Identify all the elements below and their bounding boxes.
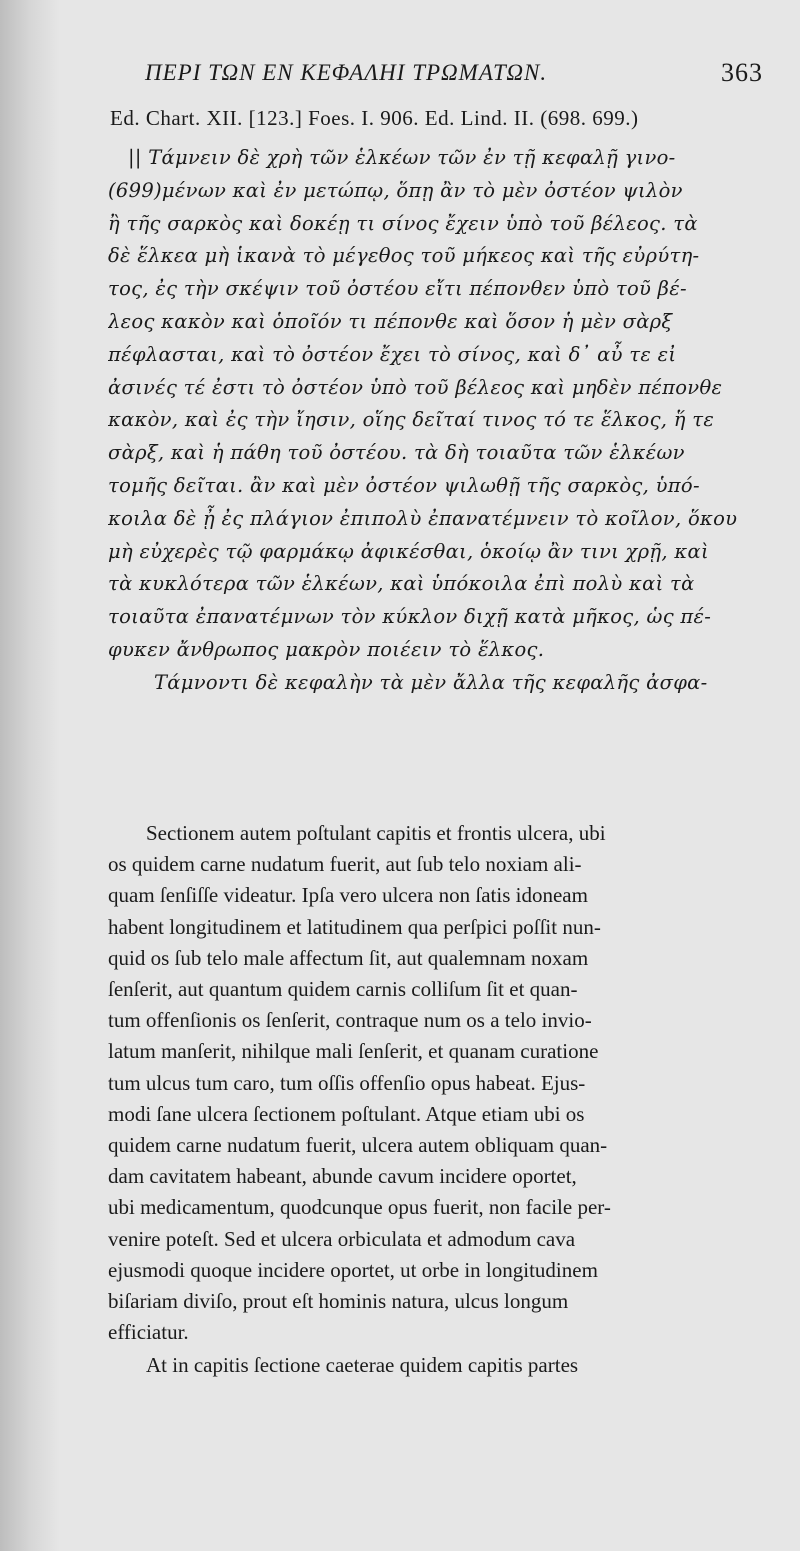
latin-line: venire poteſt. Sed et ulcera orbiculata et admodum cava: [108, 1226, 576, 1251]
greek-line: || Τάμνειν δὲ χρὴ τῶν ἑλκέων τῶν ἐν τῇ κεφαλῇ γινο-: [128, 146, 676, 169]
latin-line: biſariam diviſo, prout eſt hominis natura, ulcus longum: [108, 1289, 569, 1314]
latin-line: efficiatur.: [108, 1320, 189, 1345]
greek-line: τὰ κυκλότερα τῶν ἑλκέων, καὶ ὑπόκοιλα ἐπὶ πολὺ καὶ τὰ: [108, 572, 695, 596]
greek-line: τοιαῦτα ἐπανατέμνων τὸν κύκλον διχῇ κατὰ μῆκος, ὡς πέ-: [108, 605, 712, 629]
latin-line: At in capitis ſectione caeterae quidem capitis partes: [146, 1353, 579, 1378]
latin-line: quidem carne nudatum fuerit, ulcera autem obliquam quan-: [108, 1133, 608, 1158]
greek-line: (699)μένων καὶ ἐν μετώπῳ, ὅπῃ ἂν τὸ μὲν ὀστέον ψιλὸν: [108, 178, 683, 202]
latin-line: tum offenſionis os ſenſerit, contraque num os a telo invio-: [108, 1008, 592, 1033]
running-header: [145, 60, 775, 86]
greek-line: κοιλα δὲ ᾖ ἐς πλάγιον ἐπιπολὺ ἐπανατέμνειν τὸ κοῖλον, ὅκου: [108, 506, 738, 530]
latin-line: ejusmodi quoque incidere oportet, ut orbe in longitudinem: [108, 1257, 598, 1282]
greek-line: τος, ἐς τὴν σκέψιν τοῦ ὀστέου εἴτι πέπονθεν ὑπὸ τοῦ βέ-: [108, 277, 687, 301]
latin-line: os quidem carne nudatum fuerit, aut ſub telo noxiam ali-: [108, 852, 582, 877]
greek-line: πέφλασται, καὶ τὸ ὀστέον ἔχει τὸ σίνος, καὶ δ᾽ αὖ τε εἰ: [108, 342, 677, 366]
latin-line: Sectionem autem poſtulant capitis et frontis ulcera, ubi: [146, 821, 606, 845]
edition-reference-line: Ed. Chart. XII. [123.] Foes. I. 906. Ed. Lind. II. (698. 699.): [110, 106, 639, 130]
greek-line: μὴ εὐχερὲς τῷ φαρμάκῳ ἀφικέσθαι, ὁκοίῳ ἂν τινι χρῇ, καὶ: [108, 539, 709, 563]
latin-translation-block: [108, 818, 768, 1382]
greek-text-block: [108, 142, 768, 700]
latin-line: ubi medicamentum, quodcunque opus fuerit, non facile per-: [108, 1195, 611, 1220]
latin-line: habent longitudinem et latitudinem qua perſpici poſſit nun-: [108, 914, 601, 939]
binding-shadow: [0, 0, 60, 1551]
latin-line: quam ſenſiſſe videatur. Ipſa vero ulcera non ſatis idoneam: [108, 883, 588, 908]
greek-line: κακὸν, καὶ ἐς τὴν ἴησιν, οἵης δεῖταί τινος τό τε ἕλκος, ἥ τε: [108, 408, 715, 432]
greek-line: λεος κακὸν καὶ ὁποῖόν τι πέπονθε καὶ ὅσον ἡ μὲν σὰρξ: [108, 309, 673, 333]
greek-line: Τάμνοντι δὲ κεφαλὴν τὰ μὲν ἄλλα τῆς κεφαλῆς ἀσφα-: [154, 670, 708, 694]
latin-line: latum manſerit, nihilque mali ſenſerit, et quanam curatione: [108, 1039, 599, 1064]
latin-line: ſenſerit, aut quantum quidem carnis colliſum ſit et quan-: [108, 977, 578, 1002]
greek-line: τομῆς δεῖται. ἂν καὶ μὲν ὀστέον ψιλωθῇ τῆς σαρκὸς, ὑπό-: [108, 473, 700, 497]
greek-line: ἀσινές τέ ἐστι τὸ ὀστέον ὑπὸ τοῦ βέλεος καὶ μηδὲν πέπονθε: [108, 375, 723, 399]
greek-line: φυκεν ἄνθρωπος μακρὸν ποιέειν τὸ ἕλκος.: [108, 637, 545, 661]
latin-line: quid os ſub telo male affectum ſit, aut qualemnam noxam: [108, 945, 589, 970]
greek-line: σὰρξ, καὶ ἡ πάθη τοῦ ὀστέου. τὰ δὴ τοιαῦτα τῶν ἑλκέων: [108, 441, 685, 465]
greek-line: δὲ ἕλκεα μὴ ἱκανὰ τὸ μέγεθος τοῦ μήκεος καὶ τῆς εὐρύτη-: [108, 244, 700, 268]
latin-line: tum ulcus tum caro, tum oſſis offenſio opus habeat. Ejus-: [108, 1070, 586, 1095]
page-number: 363: [721, 58, 763, 87]
greek-line: ἢ τῆς σαρκὸς καὶ δοκέῃ τι σίνος ἔχειν ὑπὸ τοῦ βέλεος. τὰ: [108, 211, 698, 235]
latin-line: modi ſane ulcera ſectionem poſtulant. Atque etiam ubi os: [108, 1101, 585, 1126]
latin-line: dam cavitatem habeant, abunde cavum incidere oportet,: [108, 1164, 577, 1189]
running-title: ΠΕΡΙ ΤΩΝ ΕΝ ΚΕΦΑΛΗΙ ΤΡΩΜΑΤΩΝ.: [145, 60, 548, 85]
